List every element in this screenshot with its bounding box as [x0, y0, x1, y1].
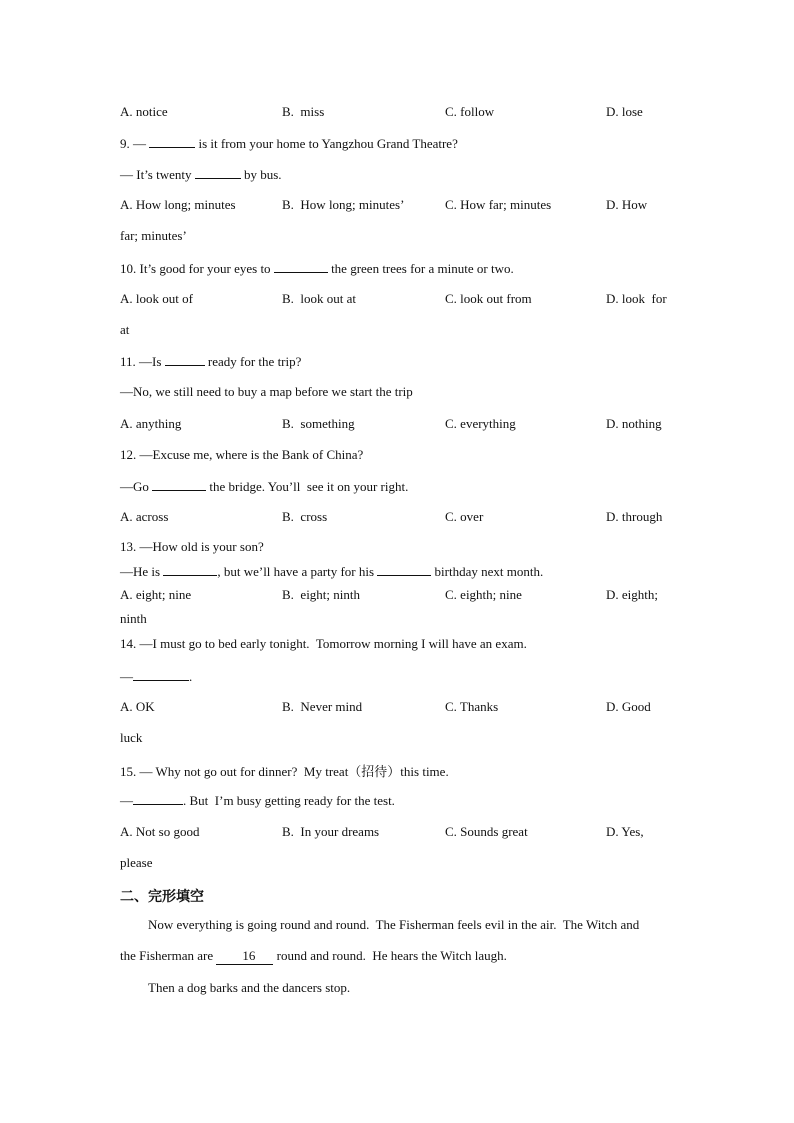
q12-stem: 12. —Excuse me, where is the Bank of China? — [120, 447, 364, 462]
q12-option-b[interactable]: B. cross — [282, 509, 328, 524]
q13-options — [120, 587, 680, 605]
q11-stem — [120, 353, 301, 370]
q9-reply-suffix: by bus. — [244, 167, 282, 182]
q12-option-a[interactable]: A. across — [120, 509, 169, 524]
cloze-paragraph-line-2 — [120, 948, 507, 965]
q12-option-c[interactable]: C. over — [445, 509, 484, 524]
q9-options — [120, 197, 680, 215]
q8-option-d[interactable]: D. lose — [606, 104, 643, 119]
q10-option-d[interactable]: D. look for — [606, 291, 667, 306]
q10-stem-prefix: 10. It’s good for your eyes to — [120, 261, 271, 276]
q10-option-d-wrap: at — [120, 322, 130, 337]
cloze-blank-16[interactable]: 16 — [216, 948, 273, 965]
q9-option-d-wrap: far; minutes’ — [120, 228, 187, 243]
q9-option-c[interactable]: C. How far; minutes — [445, 197, 552, 212]
q14-option-d[interactable]: D. Good — [606, 699, 651, 714]
section-title-cloze: 二、完形填空 — [120, 889, 204, 905]
q14-option-b[interactable]: B. Never mind — [282, 699, 363, 714]
q9-stem-prefix: 9. — — [120, 136, 146, 151]
q11-reply: —No, we still need to buy a map before we start the trip — [120, 384, 413, 399]
q14-reply-prefix: — — [120, 669, 133, 684]
q13-option-b[interactable]: B. eight; ninth — [282, 587, 360, 602]
q15-stem: 15. — Why not go out for dinner? My treat（招待）this time. — [120, 764, 449, 779]
cloze-line-2-suffix: round and round. He hears the Witch laugh. — [276, 948, 507, 963]
q8-option-a[interactable]: A. notice — [120, 104, 168, 119]
q14-reply-suffix: . — [189, 669, 193, 684]
q14-options — [120, 699, 680, 717]
q13-reply-suffix: birthday next month. — [434, 564, 544, 579]
q13-option-d[interactable]: D. eighth; — [606, 587, 658, 602]
q15-reply-prefix: — — [120, 793, 133, 808]
q9-reply — [120, 166, 282, 183]
q10-option-a[interactable]: A. look out of — [120, 291, 193, 306]
q9-blank-2[interactable] — [195, 166, 241, 179]
q14-option-c[interactable]: C. Thanks — [445, 699, 499, 714]
q8-option-b[interactable]: B. miss — [282, 104, 325, 119]
cloze-paragraph-line-1: Now everything is going round and round. The Fisherman feels evil in the air. The Witch and — [148, 917, 640, 932]
q13-stem: 13. —How old is your son? — [120, 539, 264, 554]
q11-stem-suffix: ready for the trip? — [207, 354, 302, 369]
q9-stem-suffix: is it from your home to Yangzhou Grand Theatre? — [198, 136, 458, 151]
q14-option-a[interactable]: A. OK — [120, 699, 155, 714]
q15-reply-suffix: . But I’m busy getting ready for the test. — [183, 793, 395, 808]
q15-option-d-wrap: please — [120, 855, 153, 870]
q11-option-a[interactable]: A. anything — [120, 416, 182, 431]
q11-stem-prefix: 11. —Is — [120, 354, 162, 369]
q10-stem — [120, 260, 514, 277]
cloze-line-2-prefix: the Fisherman are — [120, 948, 214, 963]
q15-option-a[interactable]: A. Not so good — [120, 824, 200, 839]
q9-blank-1[interactable] — [149, 135, 195, 148]
q13-option-d-wrap: ninth — [120, 611, 147, 626]
q12-options — [120, 509, 680, 527]
q15-options — [120, 824, 680, 842]
q13-blank-1[interactable] — [163, 563, 217, 576]
q15-option-c[interactable]: C. Sounds great — [445, 824, 528, 839]
q8-option-c[interactable]: C. follow — [445, 104, 495, 119]
q12-reply-prefix: —Go — [120, 479, 149, 494]
q11-options — [120, 416, 680, 434]
q10-stem-suffix: the green trees for a minute or two. — [331, 261, 514, 276]
q9-option-b[interactable]: B. How long; minutes’ — [282, 197, 405, 212]
q9-option-a[interactable]: A. How long; minutes — [120, 197, 236, 212]
q12-option-d[interactable]: D. through — [606, 509, 663, 524]
q9-reply-prefix: — It’s twenty — [120, 167, 192, 182]
q10-blank[interactable] — [274, 260, 328, 273]
q12-reply-suffix: the bridge. You’ll see it on your right. — [209, 479, 409, 494]
q13-option-c[interactable]: C. eighth; nine — [445, 587, 522, 602]
q8-options — [120, 104, 680, 122]
q15-option-b[interactable]: B. In your dreams — [282, 824, 380, 839]
q10-options — [120, 291, 680, 309]
q15-reply — [120, 792, 395, 809]
q13-option-a[interactable]: A. eight; nine — [120, 587, 192, 602]
q13-reply-prefix: —He is — [120, 564, 161, 579]
q15-blank[interactable] — [133, 792, 183, 805]
q9-stem — [120, 135, 458, 152]
q14-option-d-wrap: luck — [120, 730, 143, 745]
q11-option-d[interactable]: D. nothing — [606, 416, 662, 431]
q13-reply-mid: , but we’ll have a party for his — [217, 564, 375, 579]
q12-blank[interactable] — [152, 478, 206, 491]
cloze-paragraph-2: Then a dog barks and the dancers stop. — [148, 980, 351, 995]
q11-blank[interactable] — [165, 353, 205, 366]
q12-reply — [120, 478, 408, 495]
q9-option-d[interactable]: D. How — [606, 197, 648, 212]
q11-option-c[interactable]: C. everything — [445, 416, 516, 431]
q11-option-b[interactable]: B. something — [282, 416, 355, 431]
q13-blank-2[interactable] — [377, 563, 431, 576]
q14-blank[interactable] — [133, 668, 189, 681]
q14-reply — [120, 668, 192, 685]
q13-reply — [120, 563, 543, 580]
q14-stem: 14. —I must go to bed early tonight. Tomorrow morning I will have an exam. — [120, 636, 527, 651]
q10-option-b[interactable]: B. look out at — [282, 291, 357, 306]
q10-option-c[interactable]: C. look out from — [445, 291, 532, 306]
q15-option-d[interactable]: D. Yes, — [606, 824, 644, 839]
